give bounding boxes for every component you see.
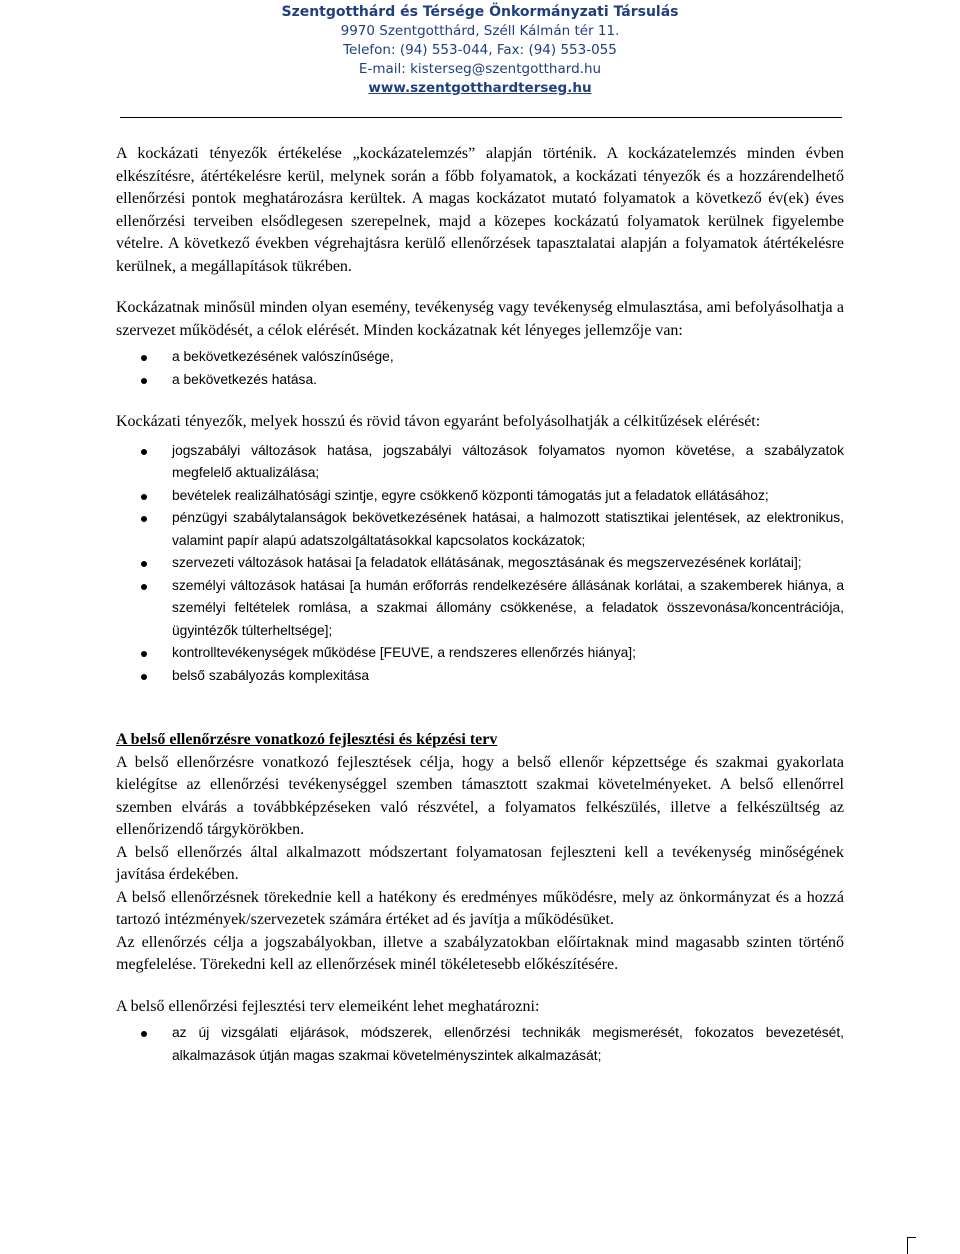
list-item: kontrolltevékenységek működése [FEUVE, a rendszeres ellenőrzés hiánya]; <box>116 642 844 665</box>
organization-email: E-mail: kisterseg@szentgotthard.hu <box>358 61 602 77</box>
risk-definition-paragraph: Kockázatnak minősül minden olyan esemény, tevékenység vagy tevékenység elmulasztása, ami befolyásolhatja a szervezet működését, a célok elérését. Minden kockázatnak két lényeges jellemzője van: <box>116 299 844 339</box>
plan-elements-list <box>116 1022 844 1067</box>
bullet-icon <box>141 674 147 680</box>
bullet-icon <box>141 378 147 384</box>
list-item: szervezeti változások hatásai [a feladatok ellátásának, megosztásának és megszervezésének korlátai]; <box>116 552 844 575</box>
risk-factors-list <box>116 440 844 688</box>
compliance-paragraph: Az ellenőrzés célja a jogszabályokban, illetve a szabályzatokban előírtaknak mind magasabb szinten történő megfelelése. Törekedni kell az ellenőrzések minél tökéletesebb előkészítésére. <box>116 933 844 973</box>
bullet-icon <box>141 1031 147 1037</box>
organization-name: Szentgotthárd és Térsége Önkormányzati Társulás <box>281 4 679 20</box>
risk-factors-paragraph: Kockázati tényezők, melyek hosszú és rövid távon egyaránt befolyásolhatják a célkitűzések elérését: <box>116 413 761 430</box>
list-item: az új vizsgálati eljárások, módszerek, ellenőrzési technikák megismerését, fokozatos bevezetését, alkalmazások útján magas szakmai követelményszintek alkalmazását; <box>116 1022 844 1067</box>
bullet-icon <box>141 355 147 361</box>
list-item: személyi változások hatásai [a humán erőforrás rendelkezésére állásának korlátai, a szakemberek hiánya, a személyi feltételek romlása, a szakmai állomány csökkenése, a feladatok összevonása/koncentrációja, ügyintézők túlterheltsége]; <box>116 575 844 643</box>
organization-website-link[interactable]: www.szentgotthardterseg.hu <box>368 80 592 96</box>
effectiveness-paragraph: A belső ellenőrzésnek törekednie kell a hatékony és eredményes működésre, mely az önkormányzat és a hozzá tartozó intézmények/szervezetek számára értéket ad és javítja a működésüket. <box>116 888 844 928</box>
methodology-paragraph: A belső ellenőrzés által alkalmazott módszertant folyamatosan fejleszteni kell a tevékenység minőségének javítása érdekében. <box>116 843 844 883</box>
section-heading: A belső ellenőrzésre vonatkozó fejlesztési és képzési terv <box>116 731 498 748</box>
letterhead <box>0 3 960 98</box>
list-item: jogszabályi változások hatása, jogszabályi változások folyamatos nyomon követése, a szabályzatok megfelelő aktualizálása; <box>116 440 844 485</box>
bullet-icon <box>141 516 147 522</box>
bullet-icon <box>141 584 147 590</box>
list-item: belső szabályozás komplexitása <box>116 665 844 688</box>
list-item: pénzügyi szabálytalanságok bekövetkezésének hatásai, a halmozott statisztikai jelentések, az elektronikus, valamint papír alapú adatszolgáltatásokkal kapcsolatos kockázatok; <box>116 507 844 552</box>
bullet-icon <box>141 449 147 455</box>
list-item: a bekövetkezésének valószínűsége, <box>116 346 844 369</box>
list-item: a bekövetkezés hatása. <box>116 369 844 392</box>
organization-phone: Telefon: (94) 553-044, Fax: (94) 553-055 <box>343 42 617 58</box>
bullet-icon <box>141 494 147 500</box>
organization-address: 9970 Szentgotthárd, Széll Kálmán tér 11. <box>340 23 620 39</box>
risk-assessment-paragraph: A kockázati tényezők értékelése „kockázatelemzés” alapján történik. A kockázatelemzés minden évben elkészítésre, átértékelésre kerül, melynek során a főbb folyamatok, a kockázati tényezők és a hozzárendelhető ellenőrzési pontok meghatározásra kerültek. A magas kockázatot mutató folyamatok a következő év(ek) éves ellenőrzési terveiben elsődlegesen szerepelnek, majd a közepes kockázatú folyamatok kerülnek figyelembe vételre. A következő években végrehajtásra kerülő ellenőrzések tapasztalatai alapján a folyamatok átértékelésre kerülnek, a megállapítások tükrében. <box>116 145 844 275</box>
risk-characteristics-list <box>116 346 844 391</box>
list-item: bevételek realizálhatósági szintje, egyre csökkenő központi támogatás jut a feladatok ellátásához; <box>116 485 844 508</box>
bullet-icon <box>141 561 147 567</box>
page-corner-mark <box>907 1237 916 1254</box>
bullet-icon <box>141 651 147 657</box>
document-body <box>116 143 844 1067</box>
development-goal-paragraph: A belső ellenőrzésre vonatkozó fejlesztések célja, hogy a belső ellenőr képzettsége és szakmai gyakorlata kielégítse az ellenőrzési tevékenységgel szemben támasztott szakmai követelményeket. A belső ellenőrrel szemben elvárás a továbbképzéseken való részvétel, a folyamatos felkészülés, illetve a felkészültség az ellenőrizendő tárgykörökben. <box>116 753 844 838</box>
header-divider <box>120 117 842 118</box>
plan-elements-paragraph: A belső ellenőrzési fejlesztési terv elemeiként lehet meghatározni: <box>116 997 540 1015</box>
